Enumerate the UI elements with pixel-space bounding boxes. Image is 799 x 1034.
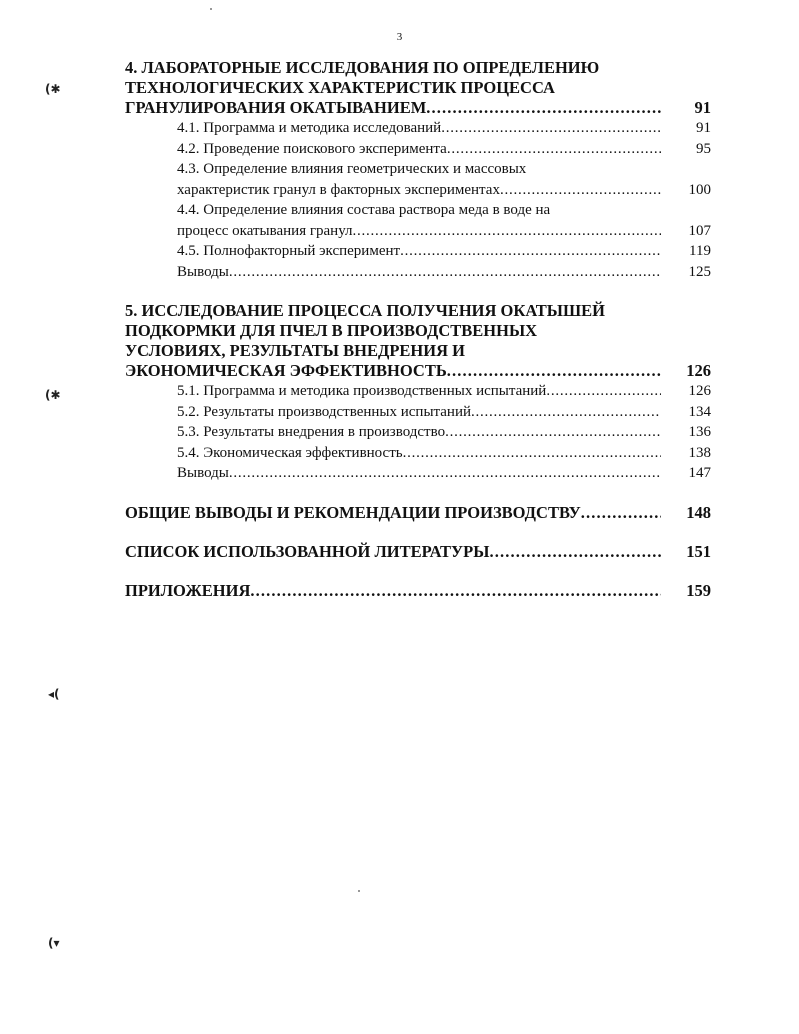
page-ref: 119 <box>689 243 711 259</box>
toc-entry-4-1[interactable] <box>125 118 711 139</box>
scan-mark-icon: ◂( <box>48 687 60 701</box>
toc-entry-4-conclusions[interactable] <box>125 262 711 283</box>
page-ref: 136 <box>688 424 711 440</box>
section-title: СПИСОК ИСПОЛЬЗОВАННОЙ ЛИТЕРАТУРЫ <box>125 541 490 561</box>
scan-mark-icon: (✱ <box>45 82 61 96</box>
leader-dots <box>441 118 661 139</box>
toc-entry-5-3[interactable] <box>125 422 711 443</box>
section-references <box>125 542 711 562</box>
leader-dots <box>447 361 661 381</box>
entry-title: 5.4. Экономическая эффективность <box>177 444 403 461</box>
entry-title: процесс окатывания гранул <box>177 222 353 239</box>
entry-title: 4.2. Проведение поискового эксперимента <box>177 140 447 157</box>
chapter-heading-line: ТЕХНОЛОГИЧЕСКИХ ХАРАКТЕРИСТИК ПРОЦЕССА <box>125 78 555 97</box>
section-heading-row[interactable] <box>125 581 711 601</box>
section-title: ПРИЛОЖЕНИЯ <box>125 580 251 600</box>
leader-dots <box>581 503 661 523</box>
leader-dots <box>229 262 661 283</box>
page-ref: 91 <box>694 98 711 117</box>
leader-dots <box>250 581 661 601</box>
chapter-heading-line: 5. ИССЛЕДОВАНИЕ ПРОЦЕССА ПОЛУЧЕНИЯ ОКАТЫШЕЙ <box>125 301 605 320</box>
entry-title-line: 4.3. Определение влияния геометрических и массовых <box>177 161 527 177</box>
toc-entry-4-4[interactable] <box>125 221 711 242</box>
toc-entry-5-4[interactable] <box>125 443 711 464</box>
chapter-heading-last-line: ГРАНУЛИРОВАНИЯ ОКАТЫВАНИЕМ <box>125 98 427 117</box>
leader-dots <box>471 402 661 423</box>
page-ref: 159 <box>686 580 711 600</box>
leader-dots <box>400 241 661 262</box>
page-ref: 126 <box>686 361 711 380</box>
leader-dots <box>546 381 661 402</box>
scan-speck <box>210 8 212 10</box>
scan-mark-icon: (▾ <box>48 936 60 950</box>
page-ref: 125 <box>688 263 711 280</box>
leader-dots <box>500 180 661 201</box>
entry-title: 4.1. Программа и методика исследований <box>177 120 442 136</box>
section-heading-row[interactable] <box>125 503 711 523</box>
page-number: 3 <box>396 31 403 43</box>
leader-dots <box>426 98 661 118</box>
entry-title: Выводы <box>177 263 229 280</box>
section-general-conclusions <box>125 503 711 523</box>
section-heading-row[interactable] <box>125 542 711 562</box>
page-ref: 151 <box>686 541 711 561</box>
entry-title: 5.2. Результаты производственных испытаний <box>177 403 472 420</box>
chapter-5 <box>125 301 711 484</box>
chapter-heading-row[interactable] <box>125 361 711 381</box>
toc-entry-5-2[interactable] <box>125 402 711 423</box>
page-ref: 91 <box>696 120 711 136</box>
leader-dots <box>445 422 661 443</box>
entry-title: 4.5. Полнофакторный эксперимент <box>177 243 401 259</box>
chapter-heading-line: УСЛОВИЯХ, РЕЗУЛЬТАТЫ ВНЕДРЕНИЯ И <box>125 341 465 360</box>
entry-title: Выводы <box>177 465 229 481</box>
page-ref: 148 <box>686 502 711 522</box>
leader-dots <box>447 139 661 160</box>
entry-title-line: 4.4. Определение влияния состава раствора меда в воде на <box>177 202 551 218</box>
toc-entry-4-3[interactable] <box>125 180 711 201</box>
toc-entry-4-2[interactable] <box>125 139 711 160</box>
table-of-contents <box>125 58 711 620</box>
page-ref: 107 <box>688 222 711 239</box>
chapter-heading-line: 4. ЛАБОРАТОРНЫЕ ИССЛЕДОВАНИЯ ПО ОПРЕДЕЛЕНИЮ <box>125 58 600 77</box>
toc-entry-5-conclusions[interactable] <box>125 463 711 484</box>
page-ref: 134 <box>688 403 711 420</box>
entry-title: 5.1. Программа и методика производственных испытаний <box>177 383 547 399</box>
toc-entry-4-5[interactable] <box>125 241 711 262</box>
chapter-4 <box>125 58 711 282</box>
page-ref: 95 <box>696 140 711 157</box>
chapter-heading-row[interactable] <box>125 98 711 118</box>
section-appendices <box>125 581 711 601</box>
chapter-heading-line: ПОДКОРМКИ ДЛЯ ПЧЕЛ В ПРОИЗВОДСТВЕННЫХ <box>125 321 538 340</box>
page-ref: 138 <box>688 444 711 461</box>
entry-title: 5.3. Результаты внедрения в производство <box>177 424 446 440</box>
page-ref: 126 <box>688 383 711 399</box>
leader-dots <box>353 221 661 242</box>
leader-dots <box>489 542 661 562</box>
section-title: ОБЩИЕ ВЫВОДЫ И РЕКОМЕНДАЦИИ ПРОИЗВОДСТВУ <box>125 502 581 522</box>
page-ref: 100 <box>688 181 711 198</box>
toc-entry-5-1[interactable] <box>125 381 711 402</box>
page-ref: 147 <box>688 465 711 481</box>
leader-dots <box>403 443 661 464</box>
entry-title: характеристик гранул в факторных экспериментах <box>177 181 500 198</box>
leader-dots <box>229 463 661 484</box>
scan-mark-icon: (✱ <box>45 388 61 402</box>
scan-speck <box>358 890 360 892</box>
chapter-heading-last-line: ЭКОНОМИЧЕСКАЯ ЭФФЕКТИВНОСТЬ <box>125 361 447 380</box>
